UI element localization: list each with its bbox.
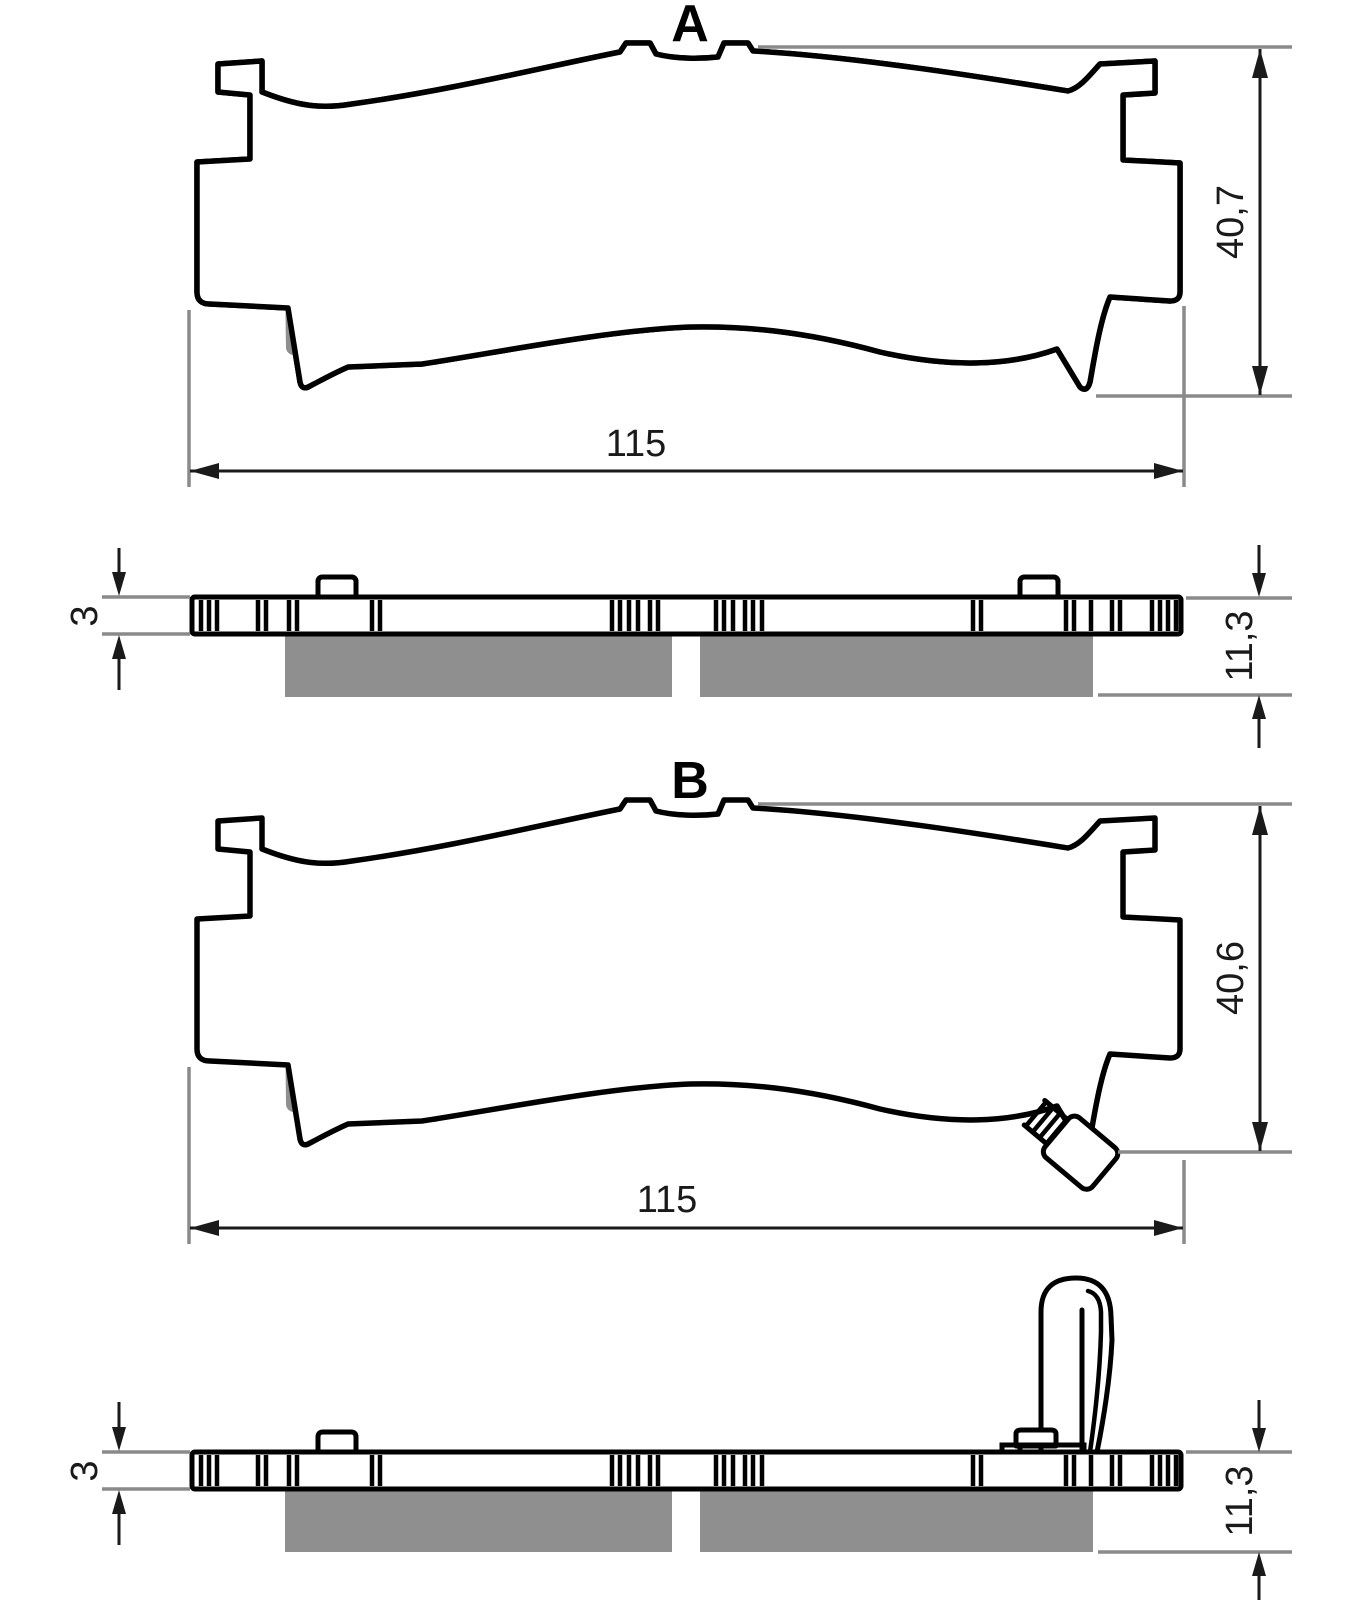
view-b-front — [197, 800, 1180, 1146]
view-b-height-value: 40,6 — [1210, 941, 1252, 1015]
side-a-plate-thickness-dimension — [64, 548, 190, 690]
side-b-plate-thickness-dimension — [64, 1402, 190, 1545]
view-b-width-value: 115 — [636, 1179, 698, 1221]
side-a-total-thickness-dimension — [1098, 545, 1292, 748]
view-a-width-value: 115 — [605, 423, 667, 465]
view-a-front — [197, 43, 1180, 389]
view-a-label: A — [671, 0, 709, 53]
view-b-label: B — [671, 752, 709, 810]
view-a-side — [192, 577, 1181, 697]
side-a-plate-thickness-value: 3 — [64, 605, 106, 627]
side-b-total-thickness-dimension — [1098, 1400, 1292, 1600]
view-a-height-value: 40,7 — [1210, 185, 1252, 259]
side-a-total-thickness-value: 11,3 — [1219, 610, 1261, 682]
side-b-plate-thickness-value: 3 — [64, 1460, 106, 1482]
view-b-side — [192, 1432, 1181, 1552]
side-b-total-thickness-value: 11,3 — [1219, 1465, 1261, 1537]
wear-indicator-clip-side — [1002, 1278, 1112, 1452]
